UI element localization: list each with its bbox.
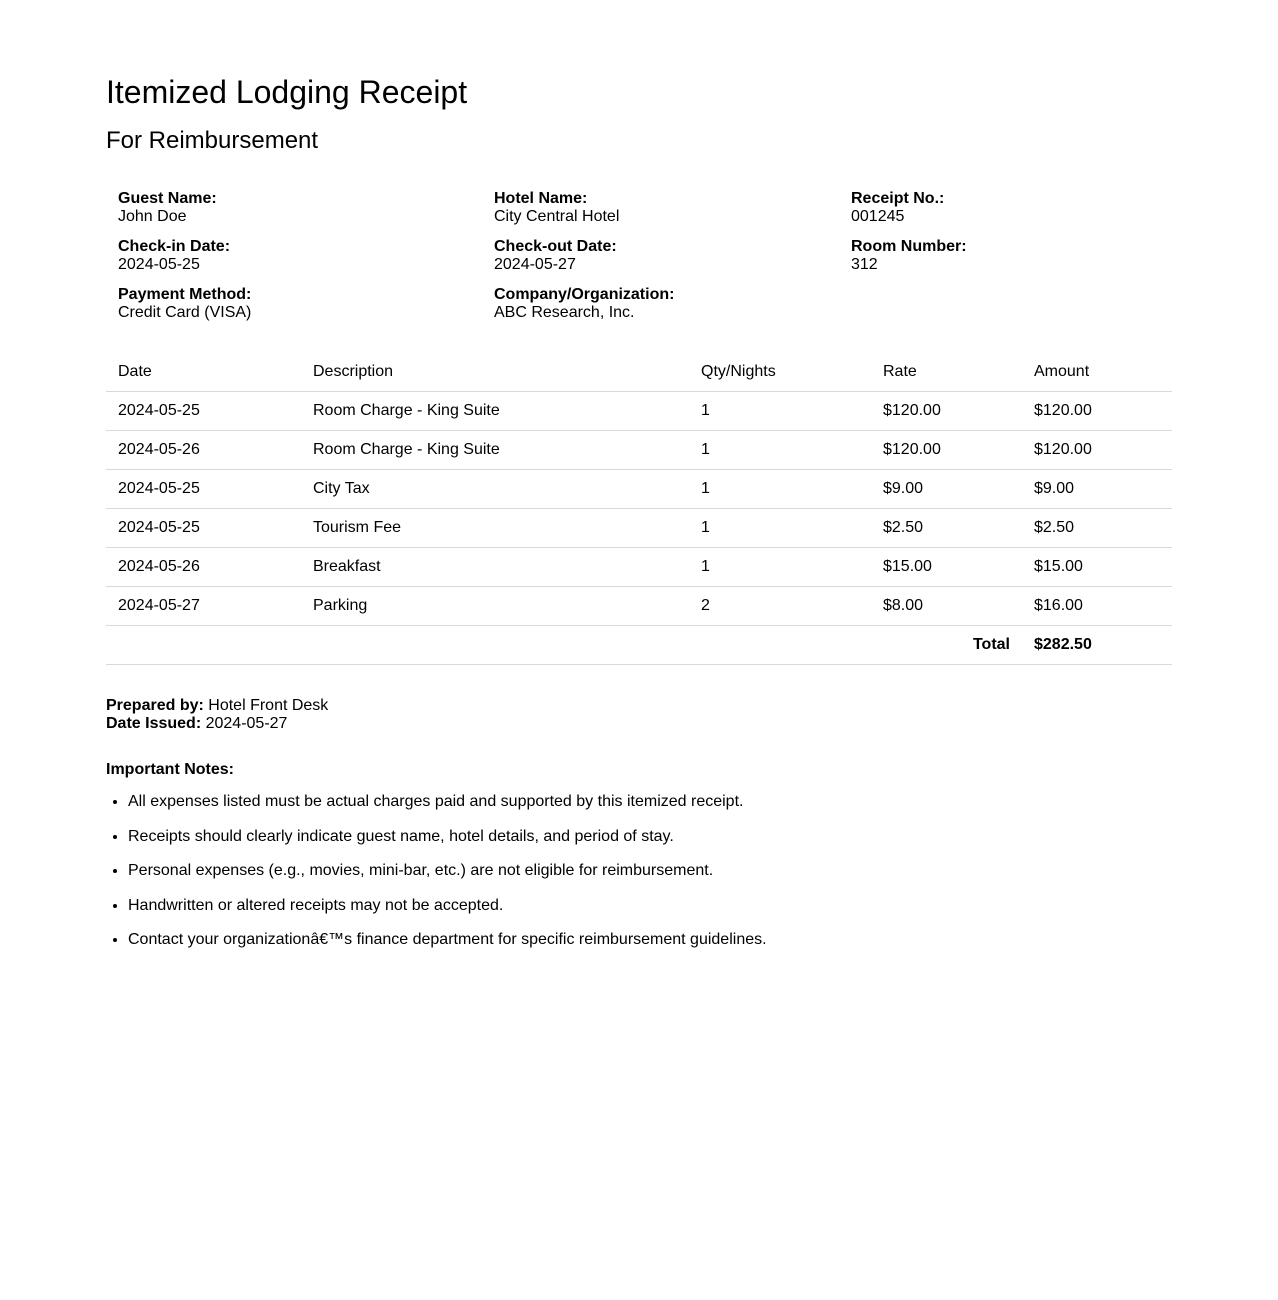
info-value: John Doe <box>118 208 187 225</box>
cell-amount: $9.00 <box>1022 470 1172 509</box>
prepared-by-line <box>106 697 1172 715</box>
list-item: • Personal expenses (e.g., movies, mini-bar, etc.) are not eligible for reimbursement. <box>128 862 1172 880</box>
cell-amount: $120.00 <box>1022 431 1172 470</box>
page-subtitle: For Reimbursement <box>106 127 319 154</box>
notes-list <box>106 793 1172 949</box>
prepared-by-label: Prepared by: <box>106 697 204 714</box>
info-label: Receipt No.: <box>851 190 945 207</box>
info-hotel-name <box>494 190 851 226</box>
cell-rate: $8.00 <box>871 587 1022 626</box>
cell-rate: $2.50 <box>871 509 1022 548</box>
info-label: Check-out Date: <box>494 238 617 255</box>
info-value: ABC Research, Inc. <box>494 304 635 321</box>
info-receipt-number <box>851 190 1172 226</box>
info-check-in-date <box>118 238 494 274</box>
charges-table <box>106 352 1172 665</box>
list-item: • Receipts should clearly indicate guest name, hotel details, and period of stay. <box>128 828 1172 846</box>
table-row <box>106 470 1172 509</box>
info-value: 001245 <box>851 208 905 225</box>
column-header-description: Description <box>301 352 689 392</box>
cell-qty: 1 <box>689 470 871 509</box>
table-row <box>106 509 1172 548</box>
cell-amount: $15.00 <box>1022 548 1172 587</box>
info-label: Guest Name: <box>118 190 217 207</box>
cell-description: Parking <box>301 587 689 626</box>
info-guest-name <box>118 190 494 226</box>
column-header-qty: Qty/Nights <box>689 352 871 392</box>
table-row <box>106 431 1172 470</box>
info-check-out-date <box>494 238 851 274</box>
cell-date: 2024-05-26 <box>106 431 301 470</box>
cell-amount: $120.00 <box>1022 392 1172 431</box>
info-value: 2024-05-25 <box>118 256 200 273</box>
list-item: • Handwritten or altered receipts may not be accepted. <box>128 897 1172 915</box>
cell-qty: 1 <box>689 548 871 587</box>
cell-date: 2024-05-25 <box>106 470 301 509</box>
cell-description: Room Charge - King Suite <box>301 431 689 470</box>
info-label: Room Number: <box>851 238 967 255</box>
info-label: Company/Organization: <box>494 286 675 303</box>
prepared-section <box>106 697 1172 733</box>
column-header-rate: Rate <box>871 352 1022 392</box>
cell-date: 2024-05-27 <box>106 587 301 626</box>
cell-description: City Tax <box>301 470 689 509</box>
date-issued-label: Date Issued: <box>106 715 202 732</box>
info-value: City Central Hotel <box>494 208 620 225</box>
page-title: Itemized Lodging Receipt <box>106 74 468 110</box>
cell-date: 2024-05-26 <box>106 548 301 587</box>
cell-qty: 2 <box>689 587 871 626</box>
info-label: Hotel Name: <box>494 190 588 207</box>
cell-rate: $9.00 <box>871 470 1022 509</box>
date-issued-line <box>106 715 1172 733</box>
info-label: Payment Method: <box>118 286 252 303</box>
info-value: 312 <box>851 256 878 273</box>
info-company <box>494 286 851 322</box>
list-item: • Contact your organizationâ€™s finance department for specific reimbursement guidelines. <box>128 931 1172 949</box>
cell-amount: $2.50 <box>1022 509 1172 548</box>
cell-rate: $120.00 <box>871 431 1022 470</box>
info-label: Check-in Date: <box>118 238 231 255</box>
receipt-info-grid <box>106 190 1172 322</box>
list-item: • All expenses listed must be actual charges paid and supported by this itemized receipt. <box>128 793 1172 811</box>
date-issued-value: 2024-05-27 <box>205 715 288 732</box>
notes-title: Important Notes: <box>106 761 234 778</box>
cell-amount: $16.00 <box>1022 587 1172 626</box>
cell-date: 2024-05-25 <box>106 509 301 548</box>
total-label: Total <box>106 626 1022 665</box>
column-header-amount: Amount <box>1022 352 1172 392</box>
info-value: 2024-05-27 <box>494 256 576 273</box>
table-row <box>106 587 1172 626</box>
cell-description: Tourism Fee <box>301 509 689 548</box>
info-payment-method <box>118 286 494 322</box>
cell-rate: $15.00 <box>871 548 1022 587</box>
cell-qty: 1 <box>689 509 871 548</box>
total-row <box>106 626 1172 665</box>
cell-date: 2024-05-25 <box>106 392 301 431</box>
column-header-date: Date <box>106 352 301 392</box>
cell-qty: 1 <box>689 392 871 431</box>
info-value: Credit Card (VISA) <box>118 304 252 321</box>
prepared-by-value: Hotel Front Desk <box>208 697 329 714</box>
table-header-row <box>106 352 1172 392</box>
cell-description: Breakfast <box>301 548 689 587</box>
table-row <box>106 392 1172 431</box>
cell-qty: 1 <box>689 431 871 470</box>
info-room-number <box>851 238 1172 274</box>
cell-description: Room Charge - King Suite <box>301 392 689 431</box>
total-value: $282.50 <box>1022 626 1172 665</box>
table-row <box>106 548 1172 587</box>
cell-rate: $120.00 <box>871 392 1022 431</box>
